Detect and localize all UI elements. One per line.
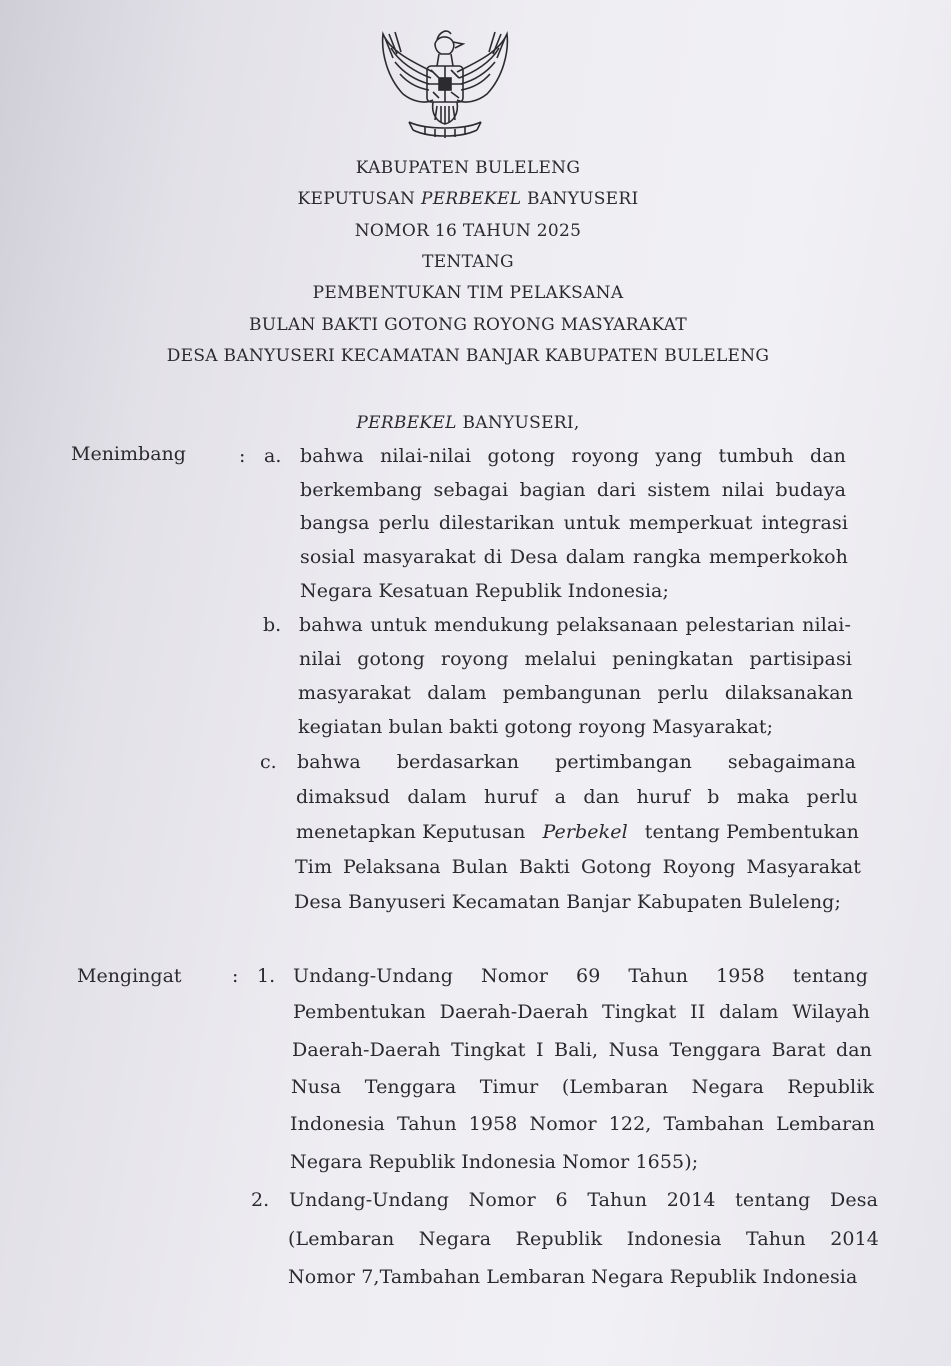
mengingat-1-line: Negara Republik Indonesia Nomor 1655); <box>290 1151 699 1173</box>
menimbang-c-line: Desa Banyuseri Kecamatan Banjar Kabupaten Buleleng; <box>294 891 841 913</box>
subject-line-1: PEMBENTUKAN TIM PELAKSANA <box>312 283 624 303</box>
c-line3-post: tentang Pembentukan <box>644 821 859 843</box>
menimbang-a-line: bahwa nilai-nilai gotong royong yang tumbuh dan <box>300 445 846 467</box>
menimbang-b-line: bahwa untuk mendukung pelaksanaan pelestarian nilai- <box>299 614 851 636</box>
menimbang-b-line: masyarakat dalam pembangunan perlu dilaksanakan <box>298 682 853 704</box>
regency-title: KABUPATEN BULELENG <box>355 158 581 178</box>
mengingat-1-line: Daerah-Daerah Tingkat I Bali, Nusa Tenggara Barat dan <box>292 1039 872 1061</box>
authority-heading <box>0 413 936 433</box>
mengingat-2-line: Undang-Undang Nomor 6 Tahun 2014 tentang Desa <box>289 1189 878 1211</box>
mengingat-1-line: Undang-Undang Nomor 69 Tahun 1958 tentang <box>293 965 868 987</box>
menimbang-c-line: Tim Pelaksana Bulan Bakti Gotong Royong Masyarakat <box>295 856 861 878</box>
subject-line-3: DESA BANYUSERI KECAMATAN BANJAR KABUPATEN BULELENG <box>166 346 770 366</box>
menimbang-b-mark: b. <box>263 614 282 636</box>
c-line3-pre: menetapkan Keputusan <box>296 821 526 843</box>
decision-prefix: KEPUTUSAN <box>297 189 416 209</box>
mengingat-2-mark: 2. <box>251 1189 270 1211</box>
menimbang-c-mark: c. <box>260 751 277 773</box>
c-line3-italic: Perbekel <box>542 821 628 843</box>
menimbang-b-line: nilai gotong royong melalui peningkatan partisipasi <box>299 648 852 670</box>
mengingat-1-mark: 1. <box>257 965 276 987</box>
mengingat-1-line: Nusa Tenggara Timur (Lembaran Negara Republik <box>291 1076 874 1098</box>
menimbang-b-line: kegiatan bulan bakti gotong royong Masyarakat; <box>298 716 774 738</box>
menimbang-a-line: bangsa perlu dilestarikan untuk memperkuat integrasi <box>300 512 848 534</box>
menimbang-label: Menimbang <box>71 443 186 465</box>
decision-village: BANYUSERI <box>527 189 639 209</box>
mengingat-2-line: (Lembaran Negara Republik Indonesia Tahun 2014 <box>288 1228 879 1250</box>
menimbang-a-mark: a. <box>264 445 282 467</box>
garuda-emblem-icon <box>373 22 517 140</box>
mengingat-1-line: Pembentukan Daerah-Daerah Tingkat II dalam Wilayah <box>293 1001 870 1023</box>
menimbang-a-line: Negara Kesatuan Republik Indonesia; <box>300 580 669 602</box>
menimbang-c-line: bahwa berdasarkan pertimbangan sebagaimana <box>297 751 856 773</box>
menimbang-colon: : <box>239 445 246 467</box>
menimbang-a-line: berkembang sebagai bagian dari sistem nilai budaya <box>300 479 846 501</box>
mengingat-1-line: Indonesia Tahun 1958 Nomor 122, Tambahan Lembaran <box>290 1113 875 1135</box>
authority-rest: BANYUSERI, <box>462 413 580 433</box>
mengingat-2-line: Nomor 7,Tambahan Lembaran Negara Republik Indonesia <box>288 1266 858 1288</box>
about-label: TENTANG <box>422 252 514 272</box>
authority-title-italic: PERBEKEL <box>356 413 457 433</box>
menimbang-a-line: sosial masyarakat di Desa dalam rangka memperkokoh <box>300 546 848 568</box>
decision-title <box>0 189 936 209</box>
menimbang-c-line <box>296 821 859 843</box>
subject-line-2: BULAN BAKTI GOTONG ROYONG MASYARAKAT <box>248 315 688 335</box>
mengingat-label: Mengingat <box>77 965 182 987</box>
decision-title-italic: PERBEKEL <box>420 189 522 209</box>
mengingat-colon: : <box>232 965 239 987</box>
menimbang-c-line: dimaksud dalam huruf a dan huruf b maka perlu <box>296 786 858 808</box>
decision-number: NOMOR 16 TAHUN 2025 <box>354 221 582 241</box>
